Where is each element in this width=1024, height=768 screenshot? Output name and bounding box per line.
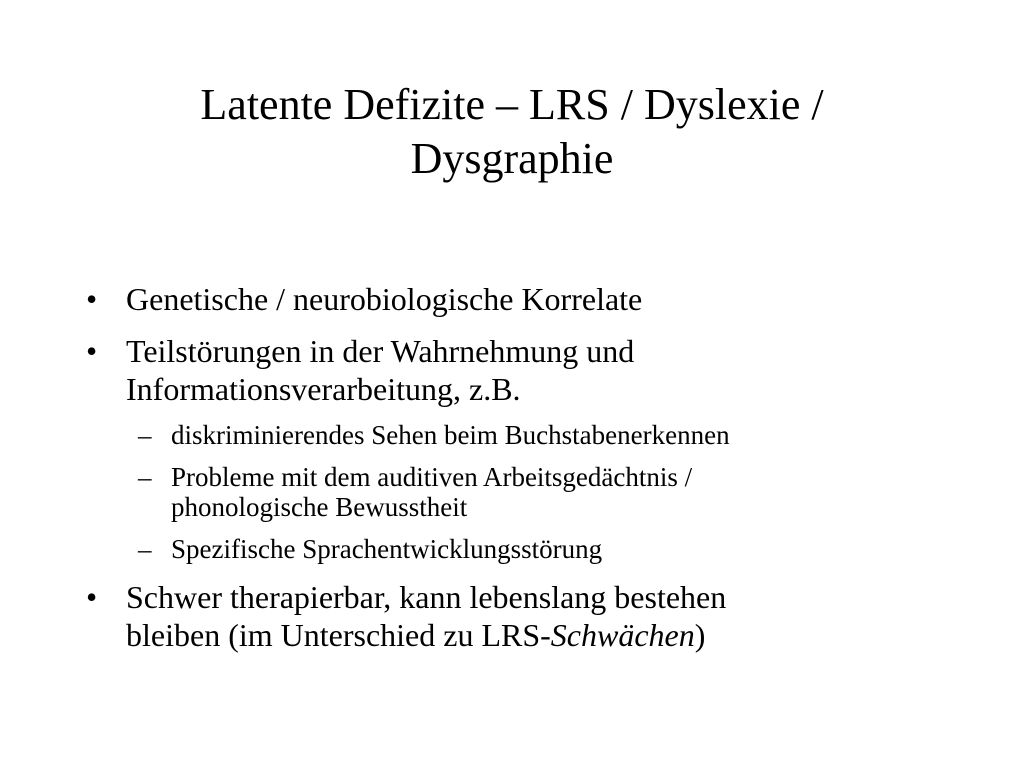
sub-bullet-item — [82, 420, 962, 450]
sub-bullet-list — [82, 420, 962, 564]
bullet-item — [82, 280, 962, 318]
sub-bullet-item — [82, 534, 962, 564]
sub-bullet-text: phonologische Bewusstheit — [171, 492, 468, 522]
dash-marker: – — [138, 462, 152, 492]
sub-bullet-text: Probleme mit dem auditiven Arbeitsgedächtnis / — [171, 462, 693, 492]
bullet-marker: • — [86, 281, 98, 317]
bullet-text-prefix: bleiben (im Unterschied zu LRS- — [126, 617, 551, 653]
dash-marker: – — [138, 534, 152, 564]
slide-body — [82, 280, 962, 668]
bullet-item — [82, 578, 962, 654]
dash-marker: – — [138, 420, 152, 450]
bullet-text: Genetische / neurobiologische Korrelate — [126, 281, 643, 317]
title-line-2: Dysgraphie — [410, 134, 614, 183]
bullet-text: Schwer therapierbar, kann lebenslang bestehen — [126, 579, 727, 615]
bullet-text: Teilstörungen in der Wahrnehmung und — [126, 333, 635, 369]
sub-bullet-text: Spezifische Sprachentwicklungsstörung — [171, 534, 603, 564]
slide-title — [80, 78, 944, 186]
bullet-marker: • — [86, 333, 98, 369]
bullet-text-line — [126, 616, 962, 654]
bullet-item — [82, 332, 962, 408]
bullet-text-suffix: ) — [694, 617, 706, 653]
sub-bullet-item — [82, 462, 962, 522]
sub-bullet-text: diskriminierendes Sehen beim Buchstabenerkennen — [171, 420, 730, 450]
bullet-marker: • — [86, 579, 98, 615]
title-line-1: Latente Defizite – LRS / Dyslexie / — [200, 80, 824, 129]
emphasized-word: Schwächen — [550, 617, 695, 653]
bullet-text: Informationsverarbeitung, z.B. — [126, 371, 521, 407]
